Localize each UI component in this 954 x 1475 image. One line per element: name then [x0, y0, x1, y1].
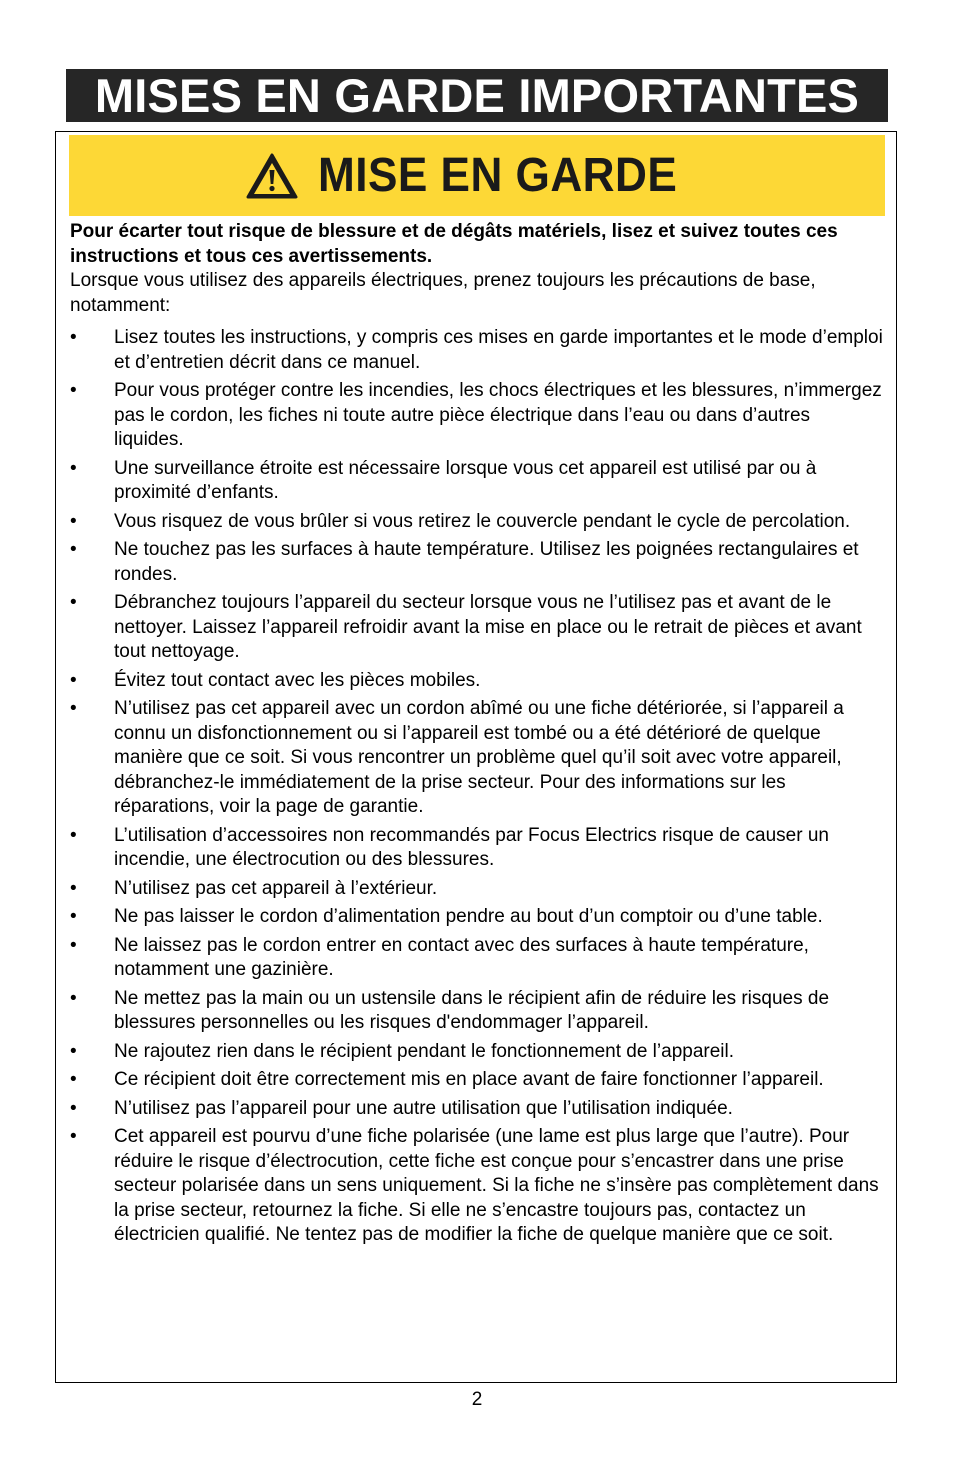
list-item-text: Lisez toutes les instructions, y compris ces mises en garde importantes et le mode d’emploi et d’entretien décrit dans ce manuel.: [114, 327, 883, 373]
list-item-text: Ne rajoutez rien dans le récipient pendant le fonctionnement de l’appareil.: [114, 1040, 735, 1062]
page-number: 2: [471, 1389, 483, 1410]
bullet-icon: •: [70, 510, 77, 532]
list-item-text: Ne mettez pas la main ou un ustensile dans le récipient afin de réduire les risques de blessures personnelles ou les risques d'endommager l’appareil.: [114, 987, 830, 1033]
list-item: [70, 1125, 885, 1248]
page-title-bar: [66, 69, 888, 122]
list-item-text: Évitez tout contact avec les pièces mobiles.: [114, 669, 481, 691]
bullet-icon: •: [70, 539, 77, 560]
list-item: [70, 591, 885, 665]
list-item-text: Vous risquez de vous brûler si vous retirez le couvercle pendant le cycle de percolation.: [114, 510, 851, 532]
bullet-icon: •: [70, 698, 77, 719]
list-item-text: Débranchez toujours l’appareil du secteur lorsque vous ne l’utilisez pas et avant de le nettoyer. Laissez l’appareil refroidir avant la mise en place ou le retrait de pièces et avant tout nettoyage.: [114, 592, 862, 662]
bullet-icon: •: [70, 1097, 77, 1119]
list-item-text: Ce récipient doit être correctement mis en place avant de faire fonctionner l’appareil.: [114, 1069, 824, 1090]
list-item-text: Ne laissez pas le cordon entrer en contact avec des surfaces à haute température, notamment une gazinière.: [114, 934, 809, 980]
list-item: [70, 1068, 885, 1093]
list-item-text: N’utilisez pas l’appareil pour une autre utilisation que l’utilisation indiquée.: [114, 1097, 733, 1119]
warning-triangle-icon: [246, 153, 298, 199]
bullet-icon: •: [70, 457, 77, 479]
bullet-icon: •: [70, 987, 77, 1009]
intro-paragraph: Lorsque vous utilisez des appareils électriques, prenez toujours les précautions de base, notamment:: [70, 270, 816, 316]
instructions: [70, 220, 885, 1252]
bullet-icon: •: [70, 1069, 77, 1090]
bullet-icon: •: [70, 824, 77, 846]
bullet-icon: •: [70, 669, 77, 691]
warning-banner-label: MISE EN GARDE: [317, 149, 678, 202]
warning-banner: [69, 135, 885, 216]
list-item: [70, 379, 885, 453]
bullet-icon: •: [70, 906, 77, 927]
list-item: [70, 1097, 885, 1122]
bullet-icon: •: [70, 877, 77, 899]
list-item: [70, 669, 885, 694]
page-title: MISES EN GARDE IMPORTANTES: [94, 69, 860, 122]
list-item-text: Cet appareil est pourvu d’une fiche polarisée (une lame est plus large que l’autre). Pour réduire le risque d’électrocution, cette fiche est conçue pour s’encastrer dans une prise secteur polarisée dans un sens uniquement. Si la fiche ne s’insère pas complètement dans la prise secteur, retournez la fiche. Si elle ne s’encastre toujours pas, contactez un électricien qualifié. Ne tentez pas de modifier la fiche de quelque manière que ce soit.: [114, 1126, 879, 1245]
list-item: [70, 877, 885, 902]
list-item: [70, 987, 885, 1036]
list-item-text: N’utilisez pas cet appareil à l’extérieur.: [114, 877, 438, 899]
warning-box: [55, 131, 897, 1383]
list-item: [70, 538, 885, 587]
list-item: [70, 934, 885, 983]
bullet-icon: •: [70, 380, 77, 401]
safety-list: [70, 326, 885, 1248]
list-item-text: N’utilisez pas cet appareil avec un cordon abîmé ou une fiche détériorée, si l’appareil a connu un disfonctionnement ou si l’appareil est tombé ou a été détérioré de quelque manière que ce soit. Si vous rencontrer un problème quel qu’il soit avec votre appareil, débranchez-le immédiatement de la prise secteur. Pour des informations sur les réparations, voir la page de garantie.: [114, 698, 844, 817]
list-item-text: Pour vous protéger contre les incendies, les chocs électriques et les blessures, n’immergez pas le cordon, les fiches ni toute autre pièce électrique dans l’eau ou dans d’autres liquides.: [114, 380, 882, 450]
list-item: [70, 510, 885, 535]
list-item: [70, 1040, 885, 1065]
bullet-icon: •: [70, 1040, 77, 1062]
bullet-icon: •: [70, 327, 77, 348]
list-item: [70, 697, 885, 820]
lead-paragraph: Pour écarter tout risque de blessure et de dégâts matériels, lisez et suivez toutes ces instructions et tous ces avertissements.: [70, 221, 838, 267]
list-item-text: Ne pas laisser le cordon d’alimentation pendre au bout d’un comptoir ou d’une table.: [114, 906, 823, 927]
bullet-icon: •: [70, 592, 77, 613]
bullet-icon: •: [70, 934, 77, 956]
bullet-icon: •: [70, 1126, 77, 1147]
list-item-text: Une surveillance étroite est nécessaire lorsque vous cet appareil est utilisé par ou à proximité d’enfants.: [114, 457, 817, 503]
list-item: [70, 824, 885, 873]
list-item-text: L’utilisation d’accessoires non recommandés par Focus Electrics risque de causer un incendie, une électrocution ou des blessures.: [114, 824, 829, 870]
list-item: [70, 905, 885, 930]
list-item: [70, 457, 885, 506]
list-item: [70, 326, 885, 375]
list-item-text: Ne touchez pas les surfaces à haute température. Utilisez les poignées rectangulaires et rondes.: [114, 539, 859, 585]
